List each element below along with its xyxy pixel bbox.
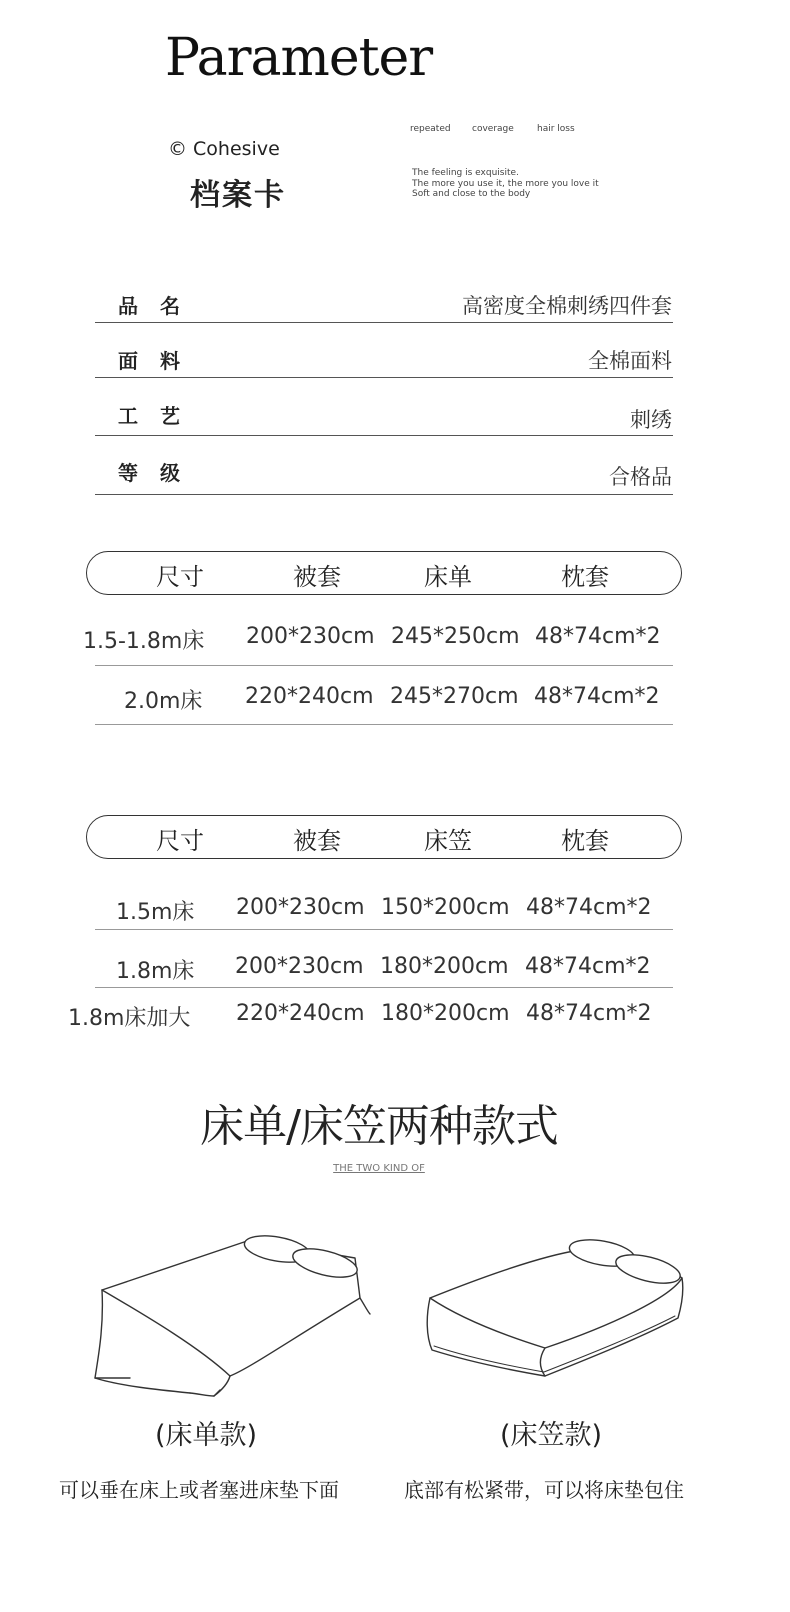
table2-cell: 1.8m床加大 xyxy=(68,1006,191,1031)
param-divider xyxy=(95,494,673,495)
param-label-grade: 等级 xyxy=(118,461,202,485)
table1-cell: 245*270cm xyxy=(390,684,519,709)
param-label-craft: 工艺 xyxy=(118,404,202,428)
param-divider xyxy=(95,435,673,436)
table2-row-divider xyxy=(95,987,673,988)
styles-heading: 床单/床笠两种款式 xyxy=(200,1101,558,1152)
param-value-grade: 合格品 xyxy=(609,465,672,489)
table1-cell: 245*250cm xyxy=(391,624,520,649)
param-divider xyxy=(95,377,673,378)
tagline-line-2: The more you use it, the more you love it xyxy=(412,179,599,189)
table2-cell: 180*200cm xyxy=(380,954,509,979)
table1-row-divider xyxy=(95,665,673,666)
table2-row-divider xyxy=(95,929,673,930)
table1-header-sheet: 床单 xyxy=(424,563,472,591)
table2-cell: 150*200cm xyxy=(381,895,510,920)
table2-cell: 220*240cm xyxy=(236,1001,365,1026)
flat-sheet-bed-icon xyxy=(90,1228,380,1403)
param-value-fabric: 全棉面料 xyxy=(588,349,672,373)
table2-header-size: 尺寸 xyxy=(156,827,204,855)
table2-cell: 180*200cm xyxy=(381,1001,510,1026)
tag-hair-loss: hair loss xyxy=(537,124,575,134)
tagline-line-3: Soft and close to the body xyxy=(412,189,531,199)
table1-header-pillow: 枕套 xyxy=(561,563,609,591)
table2-cell: 48*74cm*2 xyxy=(526,895,652,920)
param-label-fabric: 面料 xyxy=(118,349,202,373)
flat-sheet-caption: (床单款) xyxy=(155,1420,258,1451)
table1-row-divider xyxy=(95,724,673,725)
tag-coverage: coverage xyxy=(472,124,514,134)
table2-cell: 48*74cm*2 xyxy=(525,954,651,979)
brand-name: © Cohesive xyxy=(168,138,280,160)
table2-header-pillow: 枕套 xyxy=(561,827,609,855)
styles-subheading: THE TWO KIND OF xyxy=(333,1163,425,1174)
table1-cell: 1.5-1.8m床 xyxy=(83,629,205,654)
tag-repeated: repeated xyxy=(410,124,451,134)
fitted-sheet-description: 底部有松紧带，可以将床垫包住 xyxy=(404,1478,684,1502)
param-divider xyxy=(95,322,673,323)
table2-cell: 200*230cm xyxy=(236,895,365,920)
fitted-sheet-caption: (床笠款) xyxy=(500,1420,603,1451)
param-label-name: 品名 xyxy=(118,294,202,318)
table1-header-duvet: 被套 xyxy=(293,563,341,591)
card-title: 档案卡 xyxy=(190,178,286,213)
table1-header-size: 尺寸 xyxy=(156,563,204,591)
table1-cell: 200*230cm xyxy=(246,624,375,649)
tagline-line-1: The feeling is exquisite. xyxy=(412,168,519,178)
table2-cell: 200*230cm xyxy=(235,954,364,979)
flat-sheet-description: 可以垂在床上或者塞进床垫下面 xyxy=(59,1478,339,1502)
table2-cell: 1.8m床 xyxy=(116,959,195,984)
param-value-name: 高密度全棉刺绣四件套 xyxy=(462,294,672,318)
table1-cell: 48*74cm*2 xyxy=(534,684,660,709)
table2-header-duvet: 被套 xyxy=(293,827,341,855)
table1-cell: 220*240cm xyxy=(245,684,374,709)
table2-cell: 48*74cm*2 xyxy=(526,1001,652,1026)
param-value-craft: 刺绣 xyxy=(630,408,672,432)
table1-cell: 2.0m床 xyxy=(124,689,203,714)
fitted-sheet-bed-icon xyxy=(420,1238,690,1388)
table1-cell: 48*74cm*2 xyxy=(535,624,661,649)
table2-cell: 1.5m床 xyxy=(116,900,195,925)
table2-header-fitted: 床笠 xyxy=(424,827,472,855)
page-title: Parameter xyxy=(165,28,433,88)
